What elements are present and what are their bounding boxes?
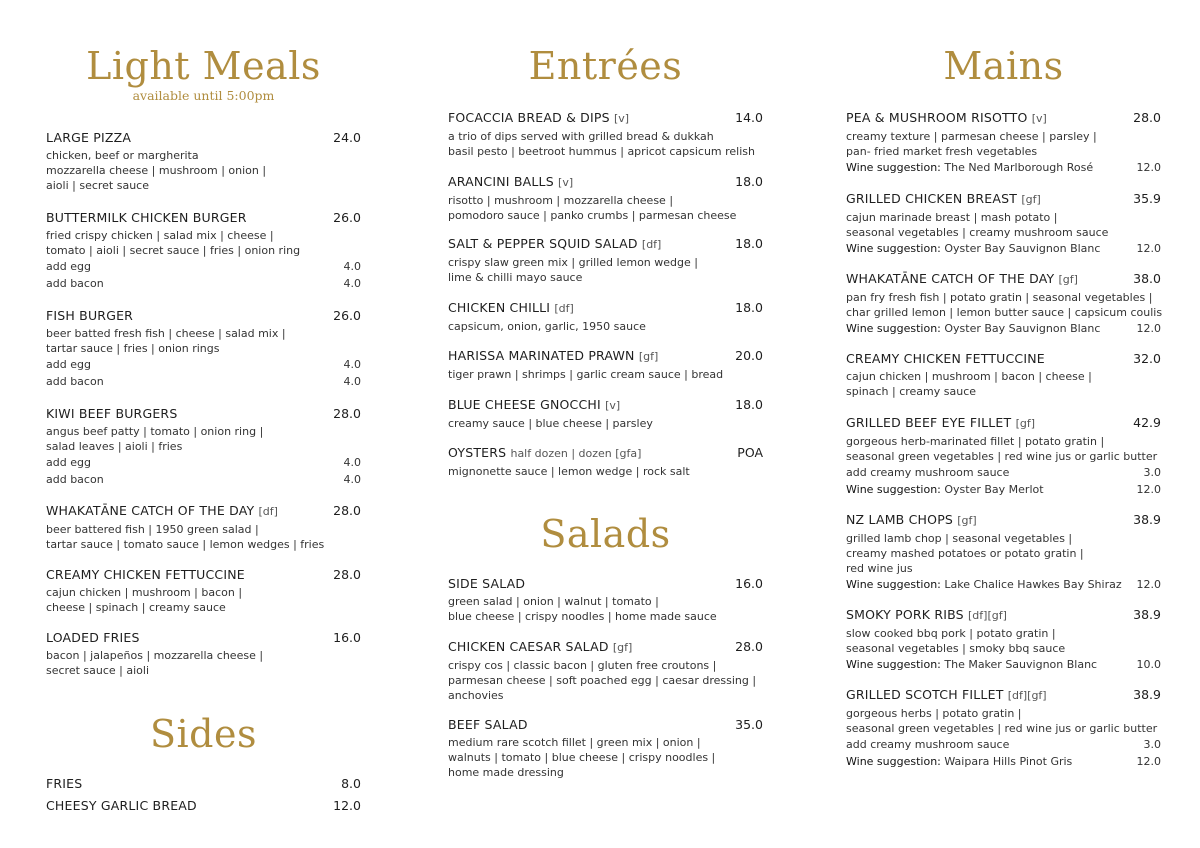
wine-suggestion <box>846 576 1122 594</box>
menu-item-price: 38.9 <box>1133 512 1161 527</box>
menu-item-description <box>846 129 1161 159</box>
menu-item <box>448 638 763 703</box>
menu-item-header <box>448 173 763 192</box>
menu-item <box>846 190 1161 258</box>
light-meals-subtitle: available until 5:00pm <box>132 88 275 103</box>
menu-item-tag: [df] <box>258 505 278 518</box>
menu-item-price: 38.9 <box>1133 687 1161 702</box>
description-line: creamy sauce | blue cheese | parsley <box>448 417 653 430</box>
menu-item-description <box>846 369 1161 399</box>
menu-item-description <box>448 464 763 479</box>
description-line: secret sauce | aioli <box>46 664 150 677</box>
menu-item-tag: [df] <box>554 302 574 315</box>
description-line: bacon | jalapeños | mozzarella cheese | <box>46 649 264 662</box>
menu-item-name: BUTTERMILK CHICKEN BURGER <box>46 210 247 225</box>
menu-item-price: 28.0 <box>1133 110 1161 125</box>
wine-suggestion-row <box>846 320 1161 338</box>
description-line: chicken, beef or margherita <box>46 149 199 162</box>
menu-item-description <box>846 210 1161 240</box>
menu-item-title <box>46 129 131 147</box>
addon-price: 4.0 <box>343 375 361 388</box>
wine-suggestion-row <box>846 240 1161 258</box>
menu-item <box>448 444 763 479</box>
menu-item-price: 16.0 <box>333 630 361 645</box>
menu-item-description <box>448 129 763 159</box>
menu-item-header <box>46 797 361 815</box>
menu-item-title <box>448 444 641 463</box>
wine-suggestion-row <box>846 656 1161 674</box>
menu-item-name: CREAMY CHICKEN FETTUCCINE <box>846 351 1045 366</box>
menu-item-name: PEA & MUSHROOM RISOTTO <box>846 110 1028 125</box>
wine-name: Oyster Bay Sauvignon Blanc <box>944 242 1101 255</box>
menu-item-description <box>846 434 1161 464</box>
menu-item-name: CHICKEN CAESAR SALAD <box>448 639 609 654</box>
description-line: spinach | creamy sauce <box>846 385 977 398</box>
wine-name: Oyster Bay Merlot <box>944 483 1044 496</box>
menu-item-price: 28.0 <box>333 503 361 518</box>
description-line: creamy texture | parmesan cheese | parsley | <box>846 130 1097 143</box>
menu-item-header <box>846 270 1161 289</box>
addon-row <box>46 471 361 488</box>
menu-item <box>448 109 763 159</box>
menu-item <box>846 270 1161 338</box>
menu-item-description <box>46 148 361 193</box>
light-meals-heading: Light Meals <box>86 44 321 88</box>
addon-label: add egg <box>46 260 91 273</box>
menu-item-description <box>846 706 1161 736</box>
menu-item-description <box>448 193 763 223</box>
wine-suggestion-label: Wine suggestion: <box>846 322 941 335</box>
addon-label: add bacon <box>46 473 104 486</box>
menu-item <box>448 235 763 285</box>
menu-item-title <box>448 173 573 192</box>
wine-suggestion <box>846 481 1044 499</box>
menu-item-price: 20.0 <box>735 348 763 363</box>
menu-item-title <box>46 797 197 815</box>
wine-suggestion <box>846 320 1100 338</box>
menu-item-price: 18.0 <box>735 236 763 251</box>
menu-item-header <box>448 235 763 254</box>
menu-item-tag: [v] <box>558 176 574 189</box>
menu-item-header <box>46 502 361 521</box>
addon-label: add egg <box>46 456 91 469</box>
menu-item-header <box>46 566 361 584</box>
menu-item-name: SMOKY PORK RIBS <box>846 607 964 622</box>
menu-item-price: 38.0 <box>1133 271 1161 286</box>
menu-item-price: 42.9 <box>1133 415 1161 430</box>
menu-item <box>846 511 1161 594</box>
menu-item-title <box>46 566 245 584</box>
menu-item-name: ARANCINI BALLS <box>448 174 554 189</box>
menu-item-price: 28.0 <box>333 406 361 421</box>
menu-item-price: 18.0 <box>735 174 763 189</box>
menu-item-tag: [gf] <box>1021 193 1041 206</box>
description-line: cajun chicken | mushroom | bacon | cheese | <box>846 370 1092 383</box>
menu-item-price: 35.0 <box>735 717 763 732</box>
description-line: lime & chilli mayo sauce <box>448 271 583 284</box>
addon-price: 4.0 <box>343 358 361 371</box>
menu-item-price: 26.0 <box>333 308 361 323</box>
menu-item-tag: half dozen | dozen [gfa] <box>510 447 642 460</box>
menu-item-description <box>448 367 763 382</box>
menu-item-header <box>846 414 1161 433</box>
menu-item-name: FISH BURGER <box>46 308 134 323</box>
addon-price: 4.0 <box>343 456 361 469</box>
menu-item-title <box>846 606 1007 625</box>
wine-suggestion-label: Wine suggestion: <box>846 242 941 255</box>
description-line: red wine jus <box>846 562 913 575</box>
description-line: mignonette sauce | lemon wedge | rock salt <box>448 465 690 478</box>
menu-item <box>846 606 1161 674</box>
menu-item-header <box>46 629 361 647</box>
menu-item-price: 12.0 <box>333 798 361 813</box>
addon-row <box>846 736 1161 753</box>
addon-row <box>46 275 361 292</box>
menu-item-description <box>46 648 361 678</box>
menu-item-price: 38.9 <box>1133 607 1161 622</box>
wine-price: 12.0 <box>1136 242 1161 255</box>
menu-item-tag: [v] <box>613 112 630 125</box>
menu-item-title <box>448 347 658 366</box>
menu-item <box>846 109 1161 177</box>
menu-item-tag: [df][gf] <box>968 609 1007 622</box>
menu-item-price: 28.0 <box>333 567 361 582</box>
description-line: anchovies <box>448 689 504 702</box>
menu-item <box>46 129 361 193</box>
menu-item-name: CREAMY CHICKEN FETTUCCINE <box>46 567 245 582</box>
menu-item <box>46 209 361 292</box>
menu-item-description <box>448 255 763 285</box>
menu-item-header <box>846 350 1161 368</box>
addon-label: add bacon <box>46 277 104 290</box>
menu-item-name: LOADED FRIES <box>46 630 140 645</box>
menu-item-header <box>448 716 763 734</box>
description-line: gorgeous herb-marinated fillet | potato gratin | <box>846 435 1105 448</box>
menu-item-title <box>448 638 632 657</box>
menu-item <box>448 347 763 382</box>
wine-name: Oyster Bay Sauvignon Blanc <box>944 322 1101 335</box>
menu-item-name: CHICKEN CHILLI <box>448 300 551 315</box>
addon-label: add creamy mushroom sauce <box>846 466 1010 479</box>
menu-item-name: GRILLED BEEF EYE FILLET <box>846 415 1012 430</box>
menu-item-tag: [gf] <box>638 350 659 363</box>
menu-item-title <box>46 629 140 647</box>
wine-price: 12.0 <box>1136 161 1161 174</box>
description-line: green salad | onion | walnut | tomato | <box>448 595 659 608</box>
addon-row <box>46 454 361 471</box>
wine-price: 12.0 <box>1136 483 1161 496</box>
menu-item <box>448 575 763 624</box>
description-line: a trio of dips served with grilled bread & dukkah <box>448 130 714 143</box>
menu-item-name: BLUE CHEESE GNOCCHI <box>448 397 601 412</box>
description-line: home made dressing <box>448 766 564 779</box>
menu-item-description <box>846 531 1161 576</box>
description-line: crispy slaw green mix | grilled lemon wedge | <box>448 256 698 269</box>
wine-name: The Ned Marlborough Rosé <box>944 161 1094 174</box>
menu-item <box>46 307 361 390</box>
description-line: creamy mashed potatoes or potato gratin | <box>846 547 1084 560</box>
menu-item-header <box>846 686 1161 705</box>
description-line: medium rare scotch fillet | green mix | onion | <box>448 736 701 749</box>
description-line: gorgeous herbs | potato gratin | <box>846 707 1022 720</box>
wine-name: The Maker Sauvignon Blanc <box>944 658 1098 671</box>
menu-item-name: CHEESY GARLIC BREAD <box>46 798 197 813</box>
addon-price: 4.0 <box>343 277 361 290</box>
salads-heading: Salads <box>540 512 671 556</box>
wine-suggestion <box>846 159 1093 177</box>
menu-item-header <box>448 444 763 463</box>
menu-item-name: LARGE PIZZA <box>46 130 132 145</box>
wine-suggestion <box>846 240 1100 258</box>
menu-item-description <box>448 319 763 334</box>
menu-item-tag: [v] <box>605 399 621 412</box>
menu-item-name: SALT & PEPPER SQUID SALAD <box>448 236 638 251</box>
menu-item <box>448 173 763 223</box>
menu-item-title <box>846 686 1047 705</box>
menu-item-tag: [gf] <box>1058 273 1078 286</box>
menu-item-price: 26.0 <box>333 210 361 225</box>
menu-item <box>846 350 1161 399</box>
menu-item-header <box>46 405 361 423</box>
menu-item-price: 18.0 <box>735 300 763 315</box>
menu-item-name: FRIES <box>46 776 83 791</box>
menu-item-header <box>46 307 361 325</box>
menu-item-title <box>846 511 977 530</box>
menu-item <box>448 299 763 334</box>
menu-item-header <box>448 638 763 657</box>
addon-price: 3.0 <box>1143 466 1161 479</box>
menu-item-name: BEEF SALAD <box>448 717 528 732</box>
menu-item-name: SIDE SALAD <box>448 576 526 591</box>
menu-item-header <box>46 209 361 227</box>
addon-row <box>46 356 361 373</box>
addon-price: 3.0 <box>1143 738 1161 751</box>
menu-item-tag: [gf] <box>957 514 977 527</box>
menu-item-description <box>46 424 361 454</box>
menu-item-header <box>448 299 763 318</box>
description-line: beer battered fish | 1950 green salad | <box>46 523 259 536</box>
wine-price: 12.0 <box>1136 755 1161 768</box>
menu-item <box>448 716 763 780</box>
menu-item-description <box>46 228 361 258</box>
menu-item-title <box>846 109 1047 128</box>
addon-label: add creamy mushroom sauce <box>846 738 1010 751</box>
menu-item-price: POA <box>737 445 763 460</box>
description-line: basil pesto | beetroot hummus | apricot capsicum relish <box>448 145 755 158</box>
description-line: pan fry fresh fish | potato gratin | seasonal vegetables | <box>846 291 1153 304</box>
description-line: cajun marinade breast | mash potato | <box>846 211 1058 224</box>
wine-price: 10.0 <box>1136 658 1161 671</box>
wine-price: 12.0 <box>1136 322 1161 335</box>
menu-item-name: GRILLED SCOTCH FILLET <box>846 687 1004 702</box>
wine-suggestion-row <box>846 481 1161 499</box>
menu-item-title <box>448 575 525 593</box>
wine-suggestion-label: Wine suggestion: <box>846 658 941 671</box>
mains-heading: Mains <box>943 44 1064 88</box>
menu-item <box>46 405 361 488</box>
description-line: aioli | secret sauce <box>46 179 150 192</box>
menu-item-header <box>846 190 1161 209</box>
menu-item-title <box>46 502 278 521</box>
addon-label: add egg <box>46 358 91 371</box>
wine-name: Waipara Hills Pinot Gris <box>944 755 1073 768</box>
menu-item-tag: [gf] <box>1015 417 1036 430</box>
description-line: crispy cos | classic bacon | gluten free croutons | <box>448 659 717 672</box>
entrees-heading: Entrées <box>528 44 683 88</box>
description-line: char grilled lemon | lemon butter sauce | capsicum coulis <box>846 306 1163 319</box>
menu-item-description <box>46 326 361 356</box>
description-line: tiger prawn | shrimps | garlic cream sauce | bread <box>448 368 724 381</box>
menu-item-header <box>448 396 763 415</box>
menu-item-tag: [df] <box>641 238 662 251</box>
menu-item-description <box>448 735 763 780</box>
menu-item-name: NZ LAMB CHOPS <box>846 512 954 527</box>
description-line: cheese | spinach | creamy sauce <box>46 601 226 614</box>
description-line: beer batted fresh fish | cheese | salad mix | <box>46 327 286 340</box>
description-line: seasonal vegetables | creamy mushroom sauce <box>846 226 1109 239</box>
menu-item <box>46 629 361 678</box>
menu-item-header <box>46 775 361 793</box>
menu-item-header <box>448 347 763 366</box>
menu-item-title <box>448 396 620 415</box>
description-line: fried crispy chicken | salad mix | cheese | <box>46 229 274 242</box>
menu-item <box>448 396 763 431</box>
description-line: seasonal green vegetables | red wine jus or garlic butter <box>846 450 1158 463</box>
description-line: tartar sauce | tomato sauce | lemon wedges | fries <box>46 538 325 551</box>
description-line: capsicum, onion, garlic, 1950 sauce <box>448 320 646 333</box>
menu-item-name: WHAKATĀNE CATCH OF THE DAY <box>846 271 1055 286</box>
menu-item-name: KIWI BEEF BURGERS <box>46 406 178 421</box>
menu-item <box>846 686 1161 771</box>
description-line: tartar sauce | fries | onion rings <box>46 342 220 355</box>
menu-item-title <box>846 414 1035 433</box>
description-line: mozzarella cheese | mushroom | onion | <box>46 164 267 177</box>
menu-item <box>46 502 361 552</box>
description-line: pomodoro sauce | panko crumbs | parmesan cheese <box>448 209 737 222</box>
description-line: salad leaves | aioli | fries <box>46 440 183 453</box>
description-line: seasonal green vegetables | red wine jus or garlic butter <box>846 722 1158 735</box>
wine-suggestion-label: Wine suggestion: <box>846 755 941 768</box>
menu-item-description <box>46 522 361 552</box>
description-line: blue cheese | crispy noodles | home made sauce <box>448 610 717 623</box>
menu-item-name: OYSTERS <box>448 445 507 460</box>
sides-heading: Sides <box>150 712 257 756</box>
menu-item-description <box>448 594 763 624</box>
menu-item-header <box>846 109 1161 128</box>
menu-item-title <box>46 775 82 793</box>
menu-item-header <box>448 109 763 128</box>
addon-label: add bacon <box>46 375 104 388</box>
menu-item <box>46 797 361 815</box>
menu-item-name: WHAKATĀNE CATCH OF THE DAY <box>46 503 255 518</box>
description-line: cajun chicken | mushroom | bacon | <box>46 586 243 599</box>
description-line: risotto | mushroom | mozzarella cheese | <box>448 194 674 207</box>
menu-item-title <box>846 350 1045 368</box>
addon-row <box>46 373 361 390</box>
wine-suggestion-row <box>846 159 1161 177</box>
wine-name: Lake Chalice Hawkes Bay Shiraz <box>944 578 1122 591</box>
description-line: walnuts | tomato | blue cheese | crispy noodles | <box>448 751 716 764</box>
menu-item-description <box>46 585 361 615</box>
menu-item-name: GRILLED CHICKEN BREAST <box>846 191 1018 206</box>
menu-item-price: 28.0 <box>735 639 763 654</box>
wine-suggestion <box>846 656 1097 674</box>
menu-item-header <box>846 511 1161 530</box>
menu-item-header <box>46 129 361 147</box>
addon-price: 4.0 <box>343 260 361 273</box>
menu-item-tag: [v] <box>1031 112 1047 125</box>
menu-item-title <box>448 299 574 318</box>
description-line: seasonal vegetables | smoky bbq sauce <box>846 642 1066 655</box>
addon-price: 4.0 <box>343 473 361 486</box>
menu-item-description <box>448 416 763 431</box>
menu-item-price: 16.0 <box>735 576 763 591</box>
menu-item-name: HARISSA MARINATED PRAWN <box>448 348 635 363</box>
menu-item-title <box>46 405 177 423</box>
menu-item-title <box>448 235 661 254</box>
menu-item-title <box>46 307 133 325</box>
wine-suggestion-label: Wine suggestion: <box>846 578 941 591</box>
menu-item-price: 8.0 <box>341 776 361 791</box>
description-line: angus beef patty | tomato | onion ring | <box>46 425 264 438</box>
menu-item-name: FOCACCIA BREAD & DIPS <box>448 110 610 125</box>
menu-item-description <box>846 290 1161 320</box>
description-line: tomato | aioli | secret sauce | fries | onion ring <box>46 244 301 257</box>
menu-item <box>46 566 361 615</box>
menu-item-title <box>448 109 629 128</box>
menu-item-tag: [df][gf] <box>1007 689 1047 702</box>
menu-item-header <box>846 606 1161 625</box>
menu-item-tag: [gf] <box>612 641 633 654</box>
menu-item-title <box>846 190 1041 209</box>
menu-item-price: 24.0 <box>333 130 361 145</box>
wine-suggestion-label: Wine suggestion: <box>846 483 941 496</box>
wine-suggestion <box>846 753 1072 771</box>
description-line: parmesan cheese | soft poached egg | caesar dressing | <box>448 674 757 687</box>
wine-suggestion-row <box>846 576 1161 594</box>
menu-item-price: 14.0 <box>735 110 763 125</box>
wine-suggestion-row <box>846 753 1161 771</box>
menu-item-title <box>46 209 247 227</box>
description-line: grilled lamb chop | seasonal vegetables | <box>846 532 1073 545</box>
menu-item-price: 35.9 <box>1133 191 1161 206</box>
menu-item-description <box>846 626 1161 656</box>
menu-item <box>46 775 361 793</box>
addon-row <box>46 258 361 275</box>
description-line: slow cooked bbq pork | potato gratin | <box>846 627 1056 640</box>
menu-item-header <box>448 575 763 593</box>
menu-item-title <box>448 716 528 734</box>
description-line: pan- fried market fresh vegetables <box>846 145 1038 158</box>
addon-row <box>846 464 1161 481</box>
menu-item-title <box>846 270 1078 289</box>
wine-suggestion-label: Wine suggestion: <box>846 161 941 174</box>
wine-price: 12.0 <box>1136 578 1161 591</box>
menu-item <box>846 414 1161 499</box>
menu-item-price: 32.0 <box>1133 351 1161 366</box>
menu-item-description <box>448 658 763 703</box>
menu-item-price: 18.0 <box>735 397 763 412</box>
